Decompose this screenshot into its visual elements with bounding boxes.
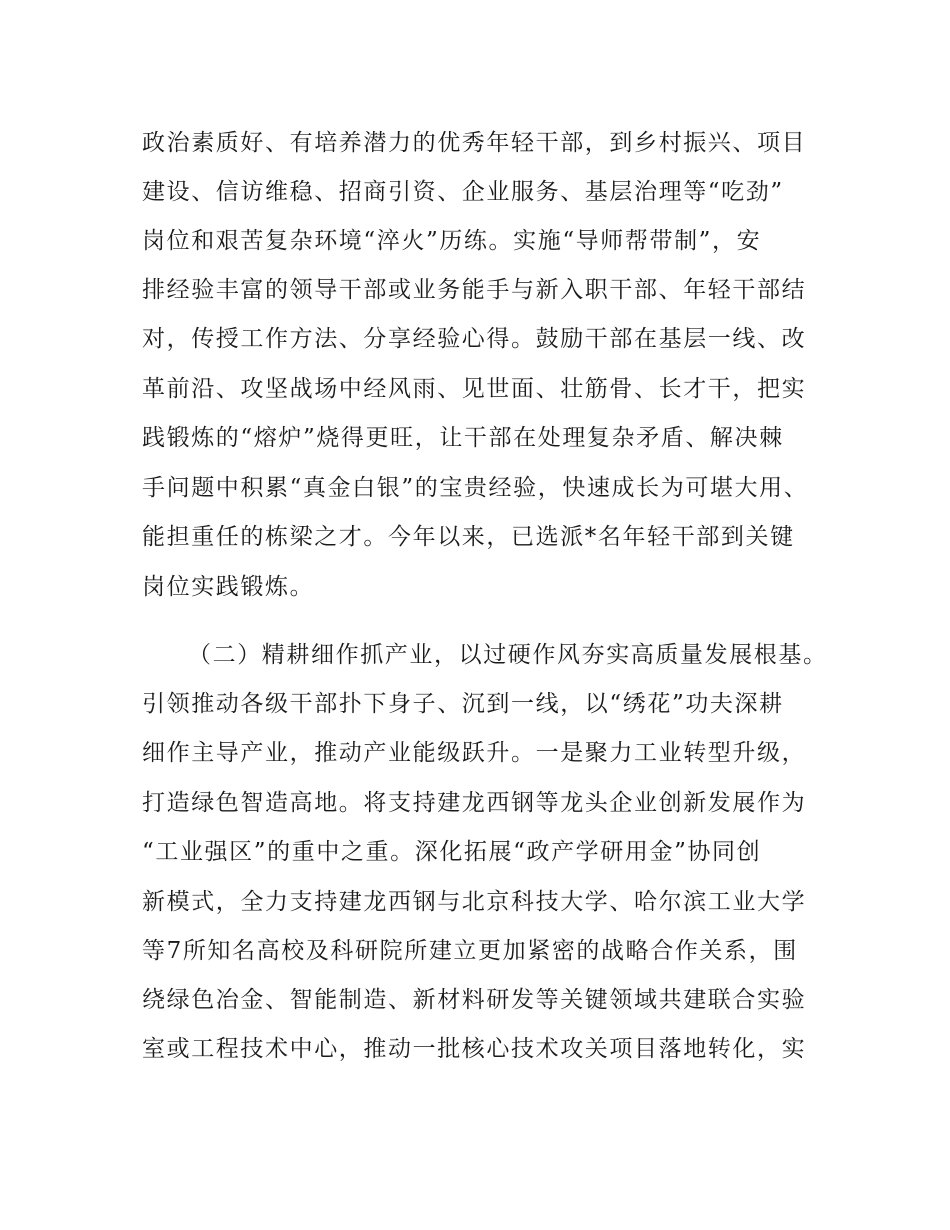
paragraph-2-line-6: 新模式，全力支持建龙西钢与北京科技大学、哈尔滨工业大学 [142, 889, 807, 915]
paragraph-1-line-5: 对，传授工作方法、分享经验心得。鼓励干部在基层一线、改 [142, 326, 807, 352]
paragraph-1-line-2: 建设、信访维稳、招商引资、企业服务、基层治理等“吃劲” [142, 179, 784, 205]
paragraph-2-line-9: 室或工程技术中心，推动一批核心技术攻关项目落地转化，实 [142, 1036, 807, 1062]
paragraph-2-line-2: 引领推动各级干部扑下身子、沉到一线，以“绣花”功夫深耕 [142, 691, 784, 717]
paragraph-1-line-6: 革前沿、攻坚战场中经风雨、见世面、壮筋骨、长才干，把实 [142, 376, 807, 402]
paragraph-1-line-1: 政治素质好、有培养潜力的优秀年轻干部，到乡村振兴、项目 [142, 130, 807, 156]
paragraph-2-heading-line: （二）精耕细作抓产业，以过硬作风夯实高质量发展根基。 [188, 642, 828, 668]
paragraph-2-line-5: “工业强区”的重中之重。深化拓展“政产学研用金”协同创 [142, 839, 762, 865]
paragraph-1-line-3: 岗位和艰苦复杂环境“淬火”历练。实施“导师帮带制”，安 [142, 228, 762, 254]
paragraph-2-line-4: 打造绿色智造高地。将支持建龙西钢等龙头企业创新发展作为 [142, 790, 807, 816]
paragraph-1-line-4: 排经验丰富的领导干部或业务能手与新入职干部、年轻干部结 [142, 277, 807, 303]
paragraph-2-line-3: 细作主导产业，推动产业能级跃升。一是聚力工业转型升级， [142, 740, 807, 766]
paragraph-1-line-7: 践锻炼的“熔炉”烧得更旺，让干部在处理复杂矛盾、解决棘 [142, 425, 784, 451]
paragraph-1-line-9: 能担重任的栋梁之才。今年以来，已选派*名年轻干部到关键 [142, 524, 795, 550]
paragraph-1-line-8: 手问题中积累“真金白银”的宝贵经验，快速成长为可堪大用、 [142, 475, 809, 501]
paragraph-1-line-10: 岗位实践锻炼。 [142, 574, 315, 600]
paragraph-2-line-7: 等7所知名高校及科研院所建立更加紧密的战略合作关系，围 [142, 938, 798, 964]
paragraph-2-line-8: 绕绿色冶金、智能制造、新材料研发等关键领域共建联合实验 [142, 987, 807, 1013]
